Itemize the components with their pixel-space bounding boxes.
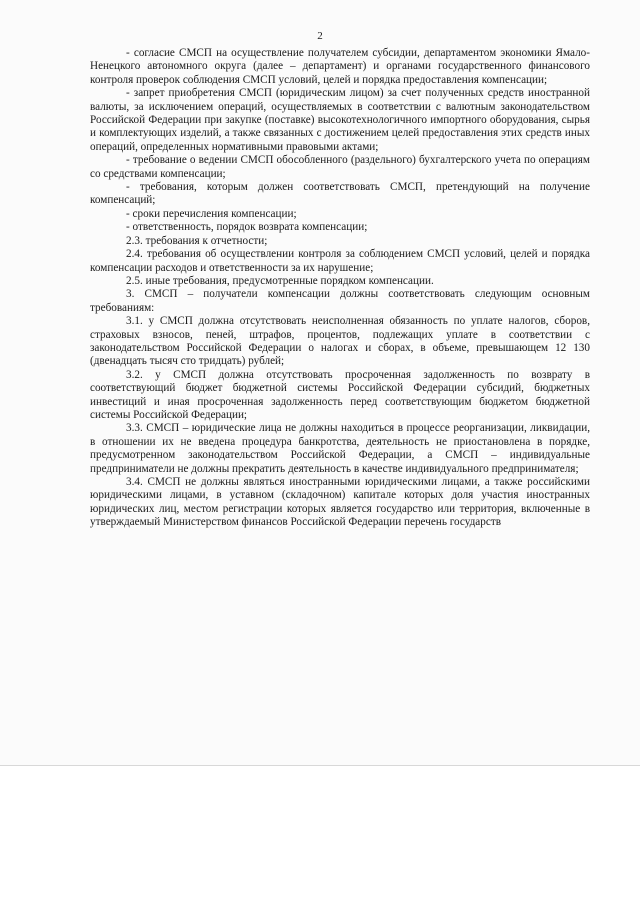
paragraph: 2.4. требования об осуществлении контроля за соблюдением СМСП условий, целей и порядка компенсации расходов и ответственности за их нарушение; <box>90 248 590 274</box>
page-number: 2 <box>317 30 323 42</box>
paragraph: - сроки перечисления компенсации; <box>126 207 297 220</box>
paragraph: - требования, которым должен соответствовать СМСП, претендующий на получение компенсаций; <box>90 181 590 207</box>
paragraph: - требование о ведении СМСП обособленного (раздельного) бухгалтерского учета по операциям со средствами компенсации; <box>90 154 590 180</box>
paragraph: - запрет приобретения СМСП (юридическим лицом) за счет полученных средств иностранной валюты, за исключением операций, осуществляемых в соответствии с валютным законодательством Российской Федерации при закупке (поставке) высокотехнологичного импортного оборудования, сырья и комплектующих изделий, а также связанных с достижением целей предоставления этих средств иных операций, определенных нормативными правовыми актами; <box>90 87 590 153</box>
paragraph: 2.3. требования к отчетности; <box>126 234 268 247</box>
document-body <box>90 47 590 530</box>
paragraph: 2.5. иные требования, предусмотренные порядком компенсации. <box>126 274 434 287</box>
paragraph: 3. СМСП – получатели компенсации должны соответствовать следующим основным требованиям: <box>90 288 590 314</box>
paragraph: 3.3. СМСП – юридические лица не должны находиться в процессе реорганизации, ликвидации, в отношении их не введена процедура банкротства, деятельность не приостановлена в порядке, предусмотренном законодательством Российской Федерации, а СМСП – индивидуальные предприниматели не должны прекратить деятельность в качестве индивидуального предпринимателя; <box>90 422 590 475</box>
paragraph: 3.1. у СМСП должна отсутствовать неисполненная обязанность по уплате налогов, сборов, страховых взносов, пеней, штрафов, процентов, подлежащих уплате в соответствии с законодательством Российской Федерации о налогах и сборах, в объеме, превышающем 12 130 (двенадцать тысяч сто тридцать) рублей; <box>90 315 590 368</box>
paragraph: - согласие СМСП на осуществление получателем субсидии, департаментом экономики Ямало-Ненецкого автономного округа (далее – департамент) и органами государственного финансового контроля проверок соблюдения СМСП условий, целей и порядка предоставления компенсации; <box>90 47 590 86</box>
paragraph: - ответственность, порядок возврата компенсации; <box>126 221 368 234</box>
paragraph: 3.4. СМСП не должны являться иностранными юридическими лицами, а также российскими юридическими лицами, в уставном (складочном) капитале которых доля участия иностранных юридических лиц, местом регистрации которых является государство или территория, включенные в утверждаемый Министерством финансов Российской Федерации перечень государств <box>90 476 590 529</box>
blank-area <box>0 766 640 905</box>
paragraph: 3.2. у СМСП должна отсутствовать просроченная задолженность по возврату в соответствующий бюджет бюджетной системы Российской Федерации субсидий, бюджетных инвестиций и иная просроченная задолженность перед соответствующим бюджетом бюджетной системы Российской Федерации; <box>90 368 590 421</box>
